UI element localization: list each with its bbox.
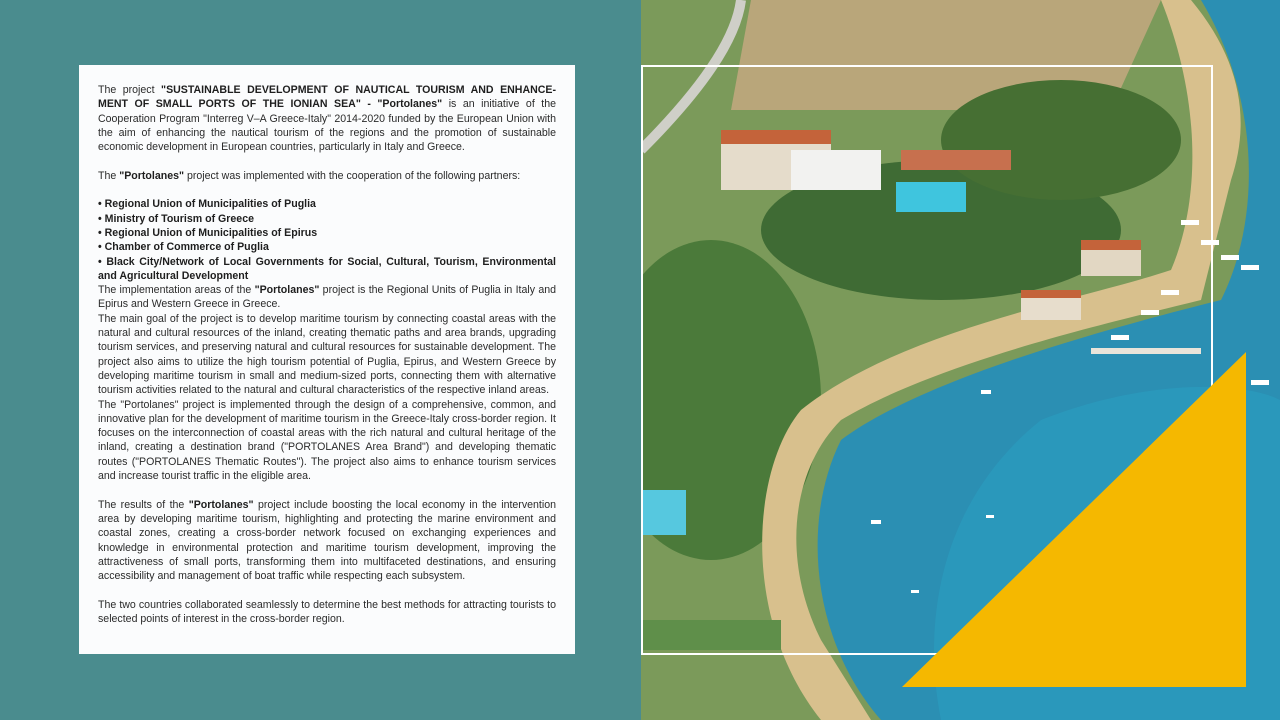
partner-item: [98, 240, 556, 254]
intro-paragraph: [98, 83, 556, 154]
areas-text-b: project is the Regional Units of Puglia in Italy and Epirus and Western Greece in Greece.: [98, 284, 556, 311]
partners-intro-a: The: [98, 169, 120, 182]
areas-paragraph: [98, 283, 556, 312]
results-text-b: project include boosting the local economy in the intervention area by developing maritime tourism, highlighting and protecting the marine environment and coastal zones, creating a cross-border network focused on exchanging experiences and knowledge in environmental protection and maritime tourism development, improving the attractiveness of small ports, transforming them into multifaceted destinations, and ensuring accessibility and management of boat traffic while respecting each subsystem.: [98, 498, 556, 583]
intro-text: The project: [98, 84, 162, 96]
partner-label: • Black City/Network of Local Governments for Social, Cultural, Tourism, Environmental and Agricultural Development: [98, 255, 556, 282]
project-name: "Portolanes": [188, 498, 254, 511]
partner-item: [98, 197, 556, 211]
partner-label: • Chamber of Commerce of Puglia: [98, 241, 269, 254]
partner-label: • Regional Union of Municipalities of Puglia: [98, 198, 316, 211]
closing-paragraph: The two countries collaborated seamlessly to determine the best methods for attracting tourists to selected points of interest in the cross-border region.: [98, 598, 556, 625]
results-text-a: The results of the: [98, 498, 189, 511]
partner-item: [98, 255, 556, 284]
project-description-card: [79, 65, 575, 654]
project-name: "Portolanes": [254, 284, 320, 297]
aerial-coast-photo: [641, 0, 1280, 720]
areas-text-a: The implementation areas of the: [98, 284, 255, 297]
project-title: "SUSTAINABLE DEVELOPMENT OF NAUTICAL TOURISM AND ENHANCE-MENT OF SMALL PORTS OF THE IONIAN SEA" - "Portolanes": [98, 84, 556, 111]
partner-label: • Regional Union of Municipalities of Epirus: [98, 226, 318, 239]
implementation-paragraph: The "Portolanes" project is implemented through the design of a comprehensive, common, and innovative plan for the development of maritime tourism in the Greece-Italy cross-border region. It focuses on the interconnection of coastal areas with the rich natural and cultural heritage of the inland, creating a destination brand ("PORTOLANES Area Brand") and developing thematic routes ("PORTOLANES Thematic Routes"). The project also aims to enhance tourism services and increase tourist traffic in the eligible area.: [98, 398, 556, 483]
partner-label: • Ministry of Tourism of Greece: [98, 212, 254, 225]
project-name: "Portolanes": [119, 169, 184, 182]
partners-intro-b: project was implemented with the cooperation of the following partners:: [184, 169, 521, 182]
main-goal-paragraph: The main goal of the project is to develop maritime tourism by connecting coastal areas with the natural and cultural resources of the inland, creating thematic paths and area brands, upgrading tourism services, and preserving natural and cultural resources for sustainable development. The project also aims to utilize the high tourism potential of Puglia, Epirus, and Western Greece by developing maritime tourism in small and medium-sized ports, connecting them with alternative tourism activities related to the natural and cultural characteristics of the respective inland areas.: [98, 312, 556, 397]
results-paragraph: [98, 498, 556, 584]
intro-text-rest: is an initiative of the Cooperation Program "Interreg V–A Greece-Italy" 2014-2020 funded by the European Union with the aim of enhancing the nautical tourism of the regions and the promotion of sustainable economic development in European countries, particularly in Italy and Greece.: [98, 98, 556, 154]
partner-item: [98, 226, 556, 240]
partner-item: [98, 212, 556, 226]
partners-intro: [98, 169, 556, 183]
